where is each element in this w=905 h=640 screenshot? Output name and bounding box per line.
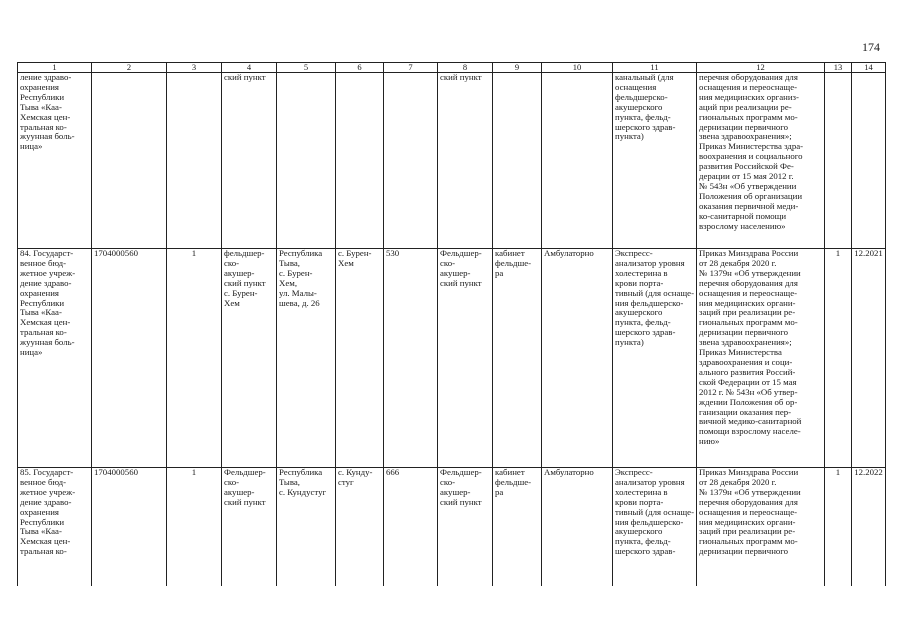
date-cell: 12.2022 (852, 468, 886, 587)
quantity-cell (825, 73, 852, 249)
legal-basis-cell: Приказ Минздрава России от 28 декабря 2020 г. № 1379н «Об утверждении перечня оборудования для оснащения и переоснаще- ния медицинских органи- заций при реализации ре- гиональных программ мо- дернизации первичного (697, 468, 825, 587)
room-cell: кабинет фельдше- ра (493, 468, 542, 587)
unit-type-cell: Фельдшер- ско- акушер- ский пункт (438, 468, 493, 587)
settlement-cell: с. Кунду- стуг (336, 468, 384, 587)
column-header: 1 (18, 63, 92, 73)
settlement-cell: с. Бурен- Хем (336, 249, 384, 468)
unit-type-cell: ский пункт (438, 73, 493, 249)
column-header: 2 (92, 63, 167, 73)
column-header: 6 (336, 63, 384, 73)
population-cell (384, 73, 438, 249)
unit-cell: фельдшер- ско- акушер- ский пункт с. Бурен- Хем (222, 249, 277, 468)
column-header: 4 (222, 63, 277, 73)
inn-cell: 1704000560 (92, 468, 167, 587)
column-header: 5 (277, 63, 336, 73)
page-number: 174 (862, 40, 880, 54)
column-header: 3 (167, 63, 222, 73)
column-header: 12 (697, 63, 825, 73)
table-row-84 (18, 249, 886, 468)
care-form-cell (542, 73, 613, 249)
equipment-cell: Экспресс- анализатор уровня холестерина в крови порта- тивный (для оснаще- ния фельдшерско- акушерского пункта, фельд- шерского здрав- (613, 468, 697, 587)
equipment-table (17, 62, 886, 586)
institution-name-cell: ление здраво- охранения Республики Тыва «Каа- Хемская цен- тральная ко- жуунная боль- ница» (18, 73, 92, 249)
address-cell: Республика Тыва, с. Кундустуг (277, 468, 336, 587)
column-header: 14 (852, 63, 886, 73)
institution-name-cell: 85. Государст- венное бюд- жетное учреж- дение здраво- охранения Республики Тыва «Каа- Хемская цен- тральная ко- (18, 468, 92, 587)
count-cell: 1 (167, 468, 222, 587)
inn-cell (92, 73, 167, 249)
legal-basis-cell: перечня оборудования для оснащения и переоснаще- ния медицинских организ- аций при реализации ре- гиональных программ мо- дернизации первичного звена здравоохранения»; Приказ Министерства здра- воохранения и социального развития Российской Фе- дерации от 15 мая 2012 г. № 543н «Об утверждении Положения об организации оказания первичной меди- ко-санитарной помощи взрослому населению» (697, 73, 825, 249)
address-cell: Республика Тыва, с. Бурен- Хем, ул. Малы- шева, д. 26 (277, 249, 336, 468)
population-cell: 530 (384, 249, 438, 468)
room-cell: кабинет фельдше- ра (493, 249, 542, 468)
column-header: 11 (613, 63, 697, 73)
table-row-85 (18, 468, 886, 587)
legal-basis-cell: Приказ Минздрава России от 28 декабря 2020 г. № 1379н «Об утверждении перечня оборудования для оснащения и переоснаще- ния медицинских органи- заций при реализации ре- гиональных программ мо- дернизации первичного звена здравоохранения»; Приказ Министерства здравоохранения и соци- ального развития Россий- ской Федерации от 15 мая 2012 г. № 543н «Об утвер- ждении Положения об ор- ганизации оказания пер- вичной медико-санитарной помощи взрослому населе- нию» (697, 249, 825, 468)
care-form-cell: Амбулаторно (542, 468, 613, 587)
equipment-cell: Экспресс- анализатор уровня холестерина в крови порта- тивный (для оснаще- ния фельдшерско- акушерского пункта, фельд- шерского здрав- пункта) (613, 249, 697, 468)
address-cell (277, 73, 336, 249)
column-header: 7 (384, 63, 438, 73)
institution-name-cell: 84. Государст- венное бюд- жетное учреж- дение здраво- охранения Республики Тыва «Каа- Хемская цен- тральная ко- жуунная боль- ница» (18, 249, 92, 468)
room-cell (493, 73, 542, 249)
quantity-cell: 1 (825, 249, 852, 468)
date-cell: 12.2021 (852, 249, 886, 468)
date-cell (852, 73, 886, 249)
quantity-cell: 1 (825, 468, 852, 587)
inn-cell: 1704000560 (92, 249, 167, 468)
column-number-row (18, 63, 886, 73)
count-cell: 1 (167, 249, 222, 468)
unit-cell: ский пункт (222, 73, 277, 249)
equipment-cell: канальный (для оснащения фельдшерско- акушерского пункта, фельд- шерского здрав- пункта) (613, 73, 697, 249)
unit-type-cell: Фельдшер- ско- акушер- ский пункт (438, 249, 493, 468)
unit-cell: Фельдшер- ско- акушер- ский пункт (222, 468, 277, 587)
care-form-cell: Амбулаторно (542, 249, 613, 468)
column-header: 9 (493, 63, 542, 73)
settlement-cell (336, 73, 384, 249)
population-cell: 666 (384, 468, 438, 587)
column-header: 8 (438, 63, 493, 73)
column-header: 10 (542, 63, 613, 73)
table-row-continuation (18, 73, 886, 249)
count-cell (167, 73, 222, 249)
column-header: 13 (825, 63, 852, 73)
